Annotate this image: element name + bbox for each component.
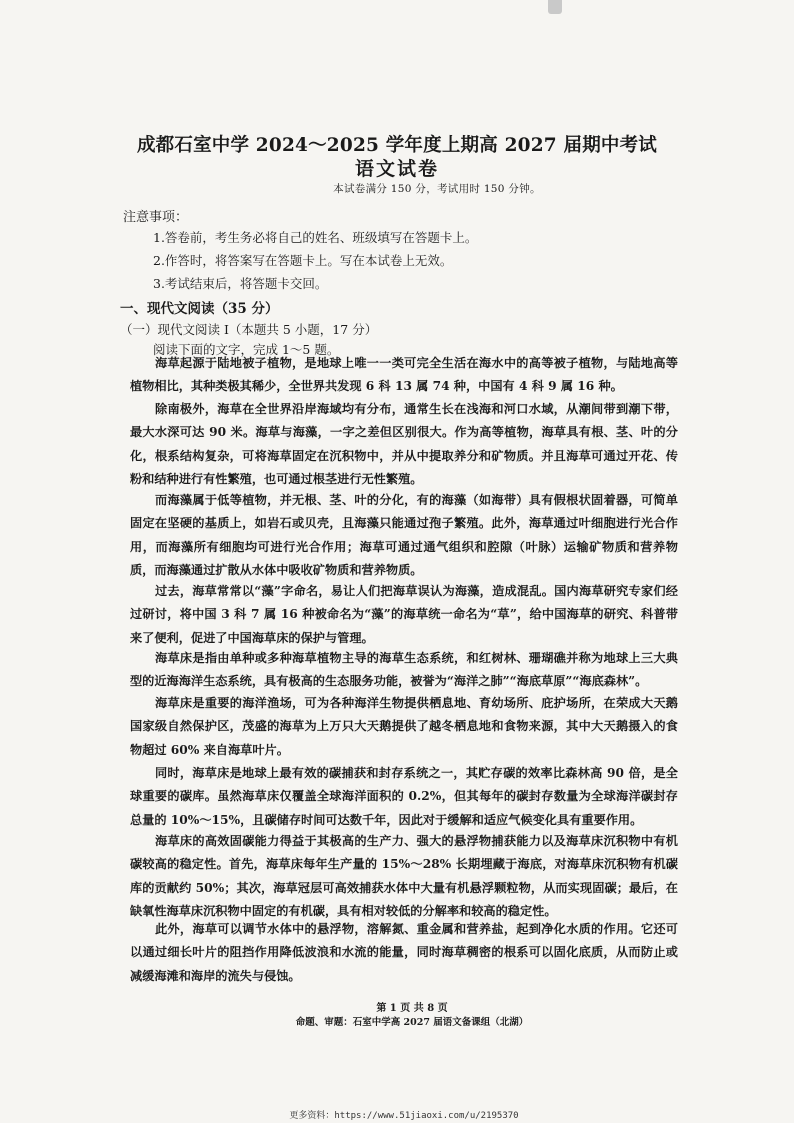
passage-paragraph: 海草床是指由单种或多种海草植物主导的海草生态系统，和红树林、珊瑚礁并称为地球上三大典型的近海海洋生态系统，具有极高的生态服务功能，被誉为“海洋之肺”“海底草原”“海底森林”。 bbox=[130, 651, 678, 689]
more-info-link[interactable]: 更多资料：https://www.51jiaoxi.com/u/2195370 bbox=[289, 1111, 519, 1121]
passage-paragraph: 而海藻属于低等植物，并无根、茎、叶的分化，有的海藻（如海带）具有假根状固着器，可简单固定在坚硬的基质上，如岩石或贝壳，且海藻只能通过孢子繁殖。此外，海草通过叶细胞进行光合作用，而海藻所有细胞均可进行光合作用；海草可通过通气组织和腔隙（叶脉）运输矿物质和营养物质，而海藻通过扩散从水体中吸收矿物质和营养物质。 bbox=[130, 493, 678, 578]
passage-paragraph: 过去，海草常常以“藻”字命名，易让人们把海草误认为海藻，造成混乱。国内海草研究专家们经过研讨，将中国 3 科 7 属 16 种被命名为“藻”的海草统一命名为“草”，给中国海草的研究、科普带来了便利，促进了中国海草床的保护与管理。 bbox=[130, 584, 678, 645]
exam-title: 成都石室中学 2024～2025 学年度上期高 2027 届期中考试 bbox=[136, 135, 658, 156]
note-item: 3.考试结束后，将答题卡交回。 bbox=[153, 276, 328, 291]
note-item: 1.答卷前，考生务必将自己的姓名、班级填写在答题卡上。 bbox=[153, 230, 478, 245]
reading-instruction: 阅读下面的文字，完成 1～5 题。 bbox=[153, 342, 340, 357]
scan-mark bbox=[548, 0, 562, 14]
passage-paragraph: 海草床的高效固碳能力得益于其极高的生产力、强大的悬浮物捕获能力以及海草床沉积物中有机碳较高的稳定性。首先，海草床每年生产量的 15%～28% 长期埋藏于海底，对海草床沉积物有机碳库的贡献约 50%；其次，海草冠层可高效捕获水体中大量有机悬浮颗粒物，从而实现固碳；最后，在缺氧性海草床沉积物中固定的有机碳，具有相对较低的分解率和较高的稳定性。 bbox=[130, 834, 678, 919]
passage-paragraph: 海草起源于陆地被子植物，是地球上唯一一类可完全生活在海水中的高等被子植物，与陆地高等植物相比，其种类极其稀少，全世界共发现 6 科 13 属 74 种，中国有 4 科 9 属 16 种。 bbox=[130, 356, 678, 394]
section-heading: 一、现代文阅读（35 分） bbox=[120, 301, 279, 317]
passage-paragraph: 此外，海草可以调节水体中的悬浮物，溶解氮、重金属和营养盐，起到净化水质的作用。它还可以通过细长叶片的阻挡作用降低波浪和水流的能量，同时海草稠密的根系可以固化底质，从而防止或减缓海滩和海岸的流失与侵蚀。 bbox=[130, 922, 678, 983]
note-item: 2.作答时，将答案写在答题卡上。写在本试卷上无效。 bbox=[153, 253, 453, 268]
passage-paragraph: 除南极外，海草在全世界沿岸海域均有分布，通常生长在浅海和河口水域，从潮间带到潮下带，最大水深可达 90 米。海草与海藻，一字之差但区别很大。作为高等植物，海草具有根、茎、叶的分化，根系结构复杂，可将海草固定在沉积物中，并从中提取养分和矿物质。并且海草可通过开花、传粉和结种进行有性繁殖，也可通过根茎进行无性繁殖。 bbox=[130, 402, 678, 487]
passage-paragraph: 海草床是重要的海洋渔场，可为各种海洋生物提供栖息地、育幼场所、庇护场所，在荣成大天鹅国家级自然保护区，茂盛的海草为上万只大天鹅提供了越冬栖息地和食物来源，其中大天鹅摄入的食物超过 60% 来自海草叶片。 bbox=[130, 696, 678, 757]
notes-heading: 注意事项： bbox=[123, 210, 189, 225]
compose-credit: 命题、审题：石室中学高 2027 届语文备课组（北湖） bbox=[295, 1017, 529, 1028]
score-note: 本试卷满分 150 分，考试用时 150 分钟。 bbox=[333, 183, 541, 195]
subsection-heading: （一）现代文阅读 I（本题共 5 小题，17 分） bbox=[120, 322, 378, 337]
exam-subtitle: 语文试卷 bbox=[354, 158, 439, 180]
page-number: 第 1 页 共 8 页 bbox=[376, 1003, 448, 1014]
passage-paragraph: 同时，海草床是地球上最有效的碳捕获和封存系统之一，其贮存碳的效率比森林高 90 倍，是全球重要的碳库。虽然海草床仅覆盖全球海洋面积的 0.2%，但其每年的碳封存数量为全球海洋碳封存总量的 10%～15%，且碳储存时间可达数千年，因此对于缓解和适应气候变化具有重要作用。 bbox=[130, 766, 678, 827]
